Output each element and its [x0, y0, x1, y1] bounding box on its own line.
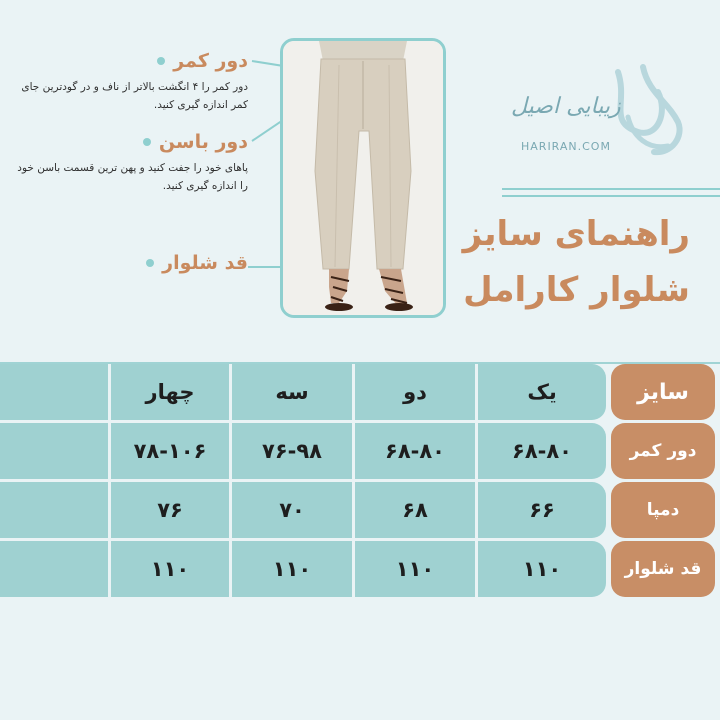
row-label-length: قد شلوار [611, 541, 715, 597]
table-row-hem [0, 482, 606, 538]
hip-description: پاهای خود را جفت کنید و پهن ترین قسمت باسن خود را اندازه گیری کنید. [17, 162, 248, 192]
table-header-row [0, 364, 606, 420]
size-header-one: یک [478, 364, 606, 420]
title-divider-bottom [502, 195, 720, 197]
bullet-dot-icon [143, 138, 151, 146]
waist-description: دور کمر را ۴ انگشت بالاتر از ناف و در گودترین جای کمر اندازه گیری کنید. [21, 81, 248, 111]
table-cell-empty [0, 364, 108, 420]
bullet-dot-icon [146, 259, 154, 267]
row-label-waist: دور کمر [611, 423, 715, 479]
table-row-length [0, 541, 606, 597]
table-cell: ۱۱۰ [232, 541, 352, 597]
table-cell: ۷۶ [111, 482, 229, 538]
waist-annotation [8, 50, 248, 114]
table-cell-empty [0, 541, 108, 597]
brand-tagline: زیبایی اصیل [511, 94, 621, 119]
waist-title: دور کمر [173, 50, 248, 72]
table-cell: ۶۶ [478, 482, 606, 538]
length-annotation [146, 252, 248, 274]
size-header-four: چهار [111, 364, 229, 420]
size-header-three: سه [232, 364, 352, 420]
table-cell: ۷۸-۱۰۶ [111, 423, 229, 479]
guide-title-line2: شلوار کارامل [463, 270, 690, 310]
hip-annotation [8, 131, 248, 195]
size-header-two: دو [355, 364, 475, 420]
guide-title-line1: راهنمای سایز [462, 214, 690, 254]
table-cell: ۶۸ [355, 482, 475, 538]
table-cell-empty [0, 482, 108, 538]
size-header-label: سایز [611, 364, 715, 420]
table-cell: ۷۶-۹۸ [232, 423, 352, 479]
table-cell: ۷۰ [232, 482, 352, 538]
row-label-hem: دمپا [611, 482, 715, 538]
table-cell: ۶۸-۸۰ [355, 423, 475, 479]
hip-title: دور باسن [158, 131, 248, 153]
length-title: قد شلوار [162, 252, 248, 274]
title-divider-top [502, 188, 720, 190]
brand-url: HARIRAN.COM [521, 140, 611, 153]
trousers-illustration [283, 41, 443, 315]
table-cell: ۱۱۰ [111, 541, 229, 597]
bullet-dot-icon [157, 57, 165, 65]
table-cell: ۱۱۰ [355, 541, 475, 597]
trousers-photo [280, 38, 446, 318]
table-cell: ۱۱۰ [478, 541, 606, 597]
table-row-waist [0, 423, 606, 479]
table-cell-empty [0, 423, 108, 479]
table-cell: ۶۸-۸۰ [478, 423, 606, 479]
